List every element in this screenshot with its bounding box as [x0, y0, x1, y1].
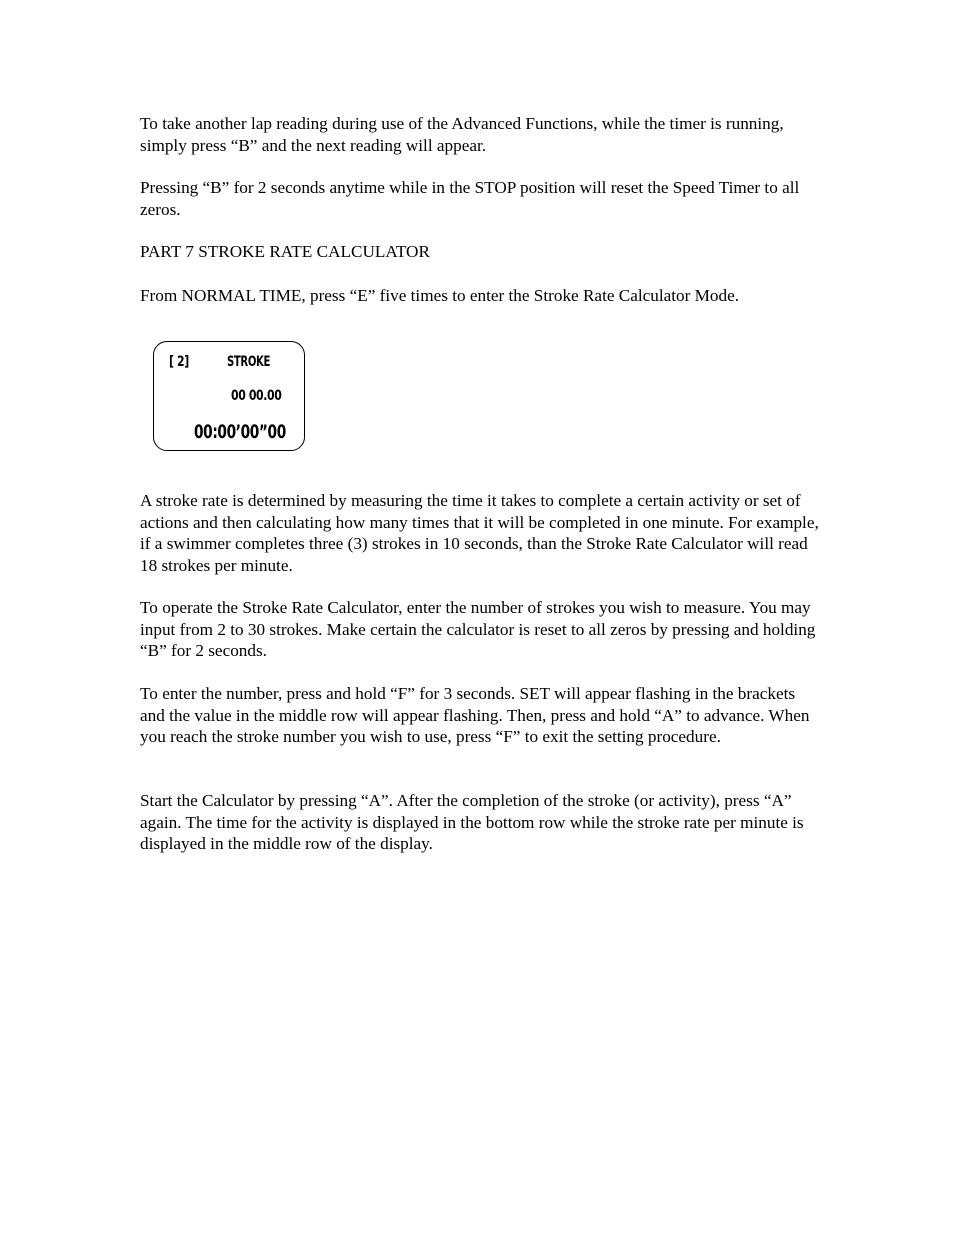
lap-reading-paragraph: To take another lap reading during use of the Advanced Functions, while the timer is running, simply press “B” and the next reading will appear.	[140, 114, 784, 155]
enter-number-paragraph: To enter the number, press and hold “F” for 3 seconds. SET will appear flashing in the brackets and the value in the middle row will appear flashing. Then, press and hold “A” to advance. When you reach the stroke number you wish to use, press “F” to exit the setting procedure.	[140, 684, 810, 746]
reset-paragraph: Pressing “B” for 2 seconds anytime while in the STOP position will reset the Speed Timer to all zeros.	[140, 178, 800, 219]
operate-calculator-paragraph: To operate the Stroke Rate Calculator, enter the number of strokes you wish to measure. You may input from 2 to 30 strokes. Make certain the calculator is reset to all zeros by pressing and holding “B” for 2 seconds.	[140, 598, 816, 660]
section-heading: PART 7 STROKE RATE CALCULATOR	[140, 242, 430, 261]
stroke-rate-explanation-paragraph: A stroke rate is determined by measuring the time it takes to complete a certain activity or set of actions and then calculating how many times that it will be completed in one minute. For example, if a swimmer completes three (3) strokes in 10 seconds, than the Stroke Rate Calculator will read 18 strokes per minute.	[140, 491, 819, 575]
display-mode-label: STROKE	[227, 354, 271, 370]
display-middle-row: 00 00.00	[231, 388, 282, 404]
stroke-display-illustration	[153, 341, 305, 451]
display-bottom-row: 00:00’00”00	[194, 421, 286, 443]
display-bracket-value: [ 2]	[169, 354, 189, 370]
start-calculator-paragraph: Start the Calculator by pressing “A”. After the completion of the stroke (or activity), press “A” again. The time for the activity is displayed in the bottom row while the stroke rate per minute is displayed in the middle row of the display.	[140, 791, 804, 853]
enter-mode-paragraph: From NORMAL TIME, press “E” five times to enter the Stroke Rate Calculator Mode.	[140, 286, 740, 305]
